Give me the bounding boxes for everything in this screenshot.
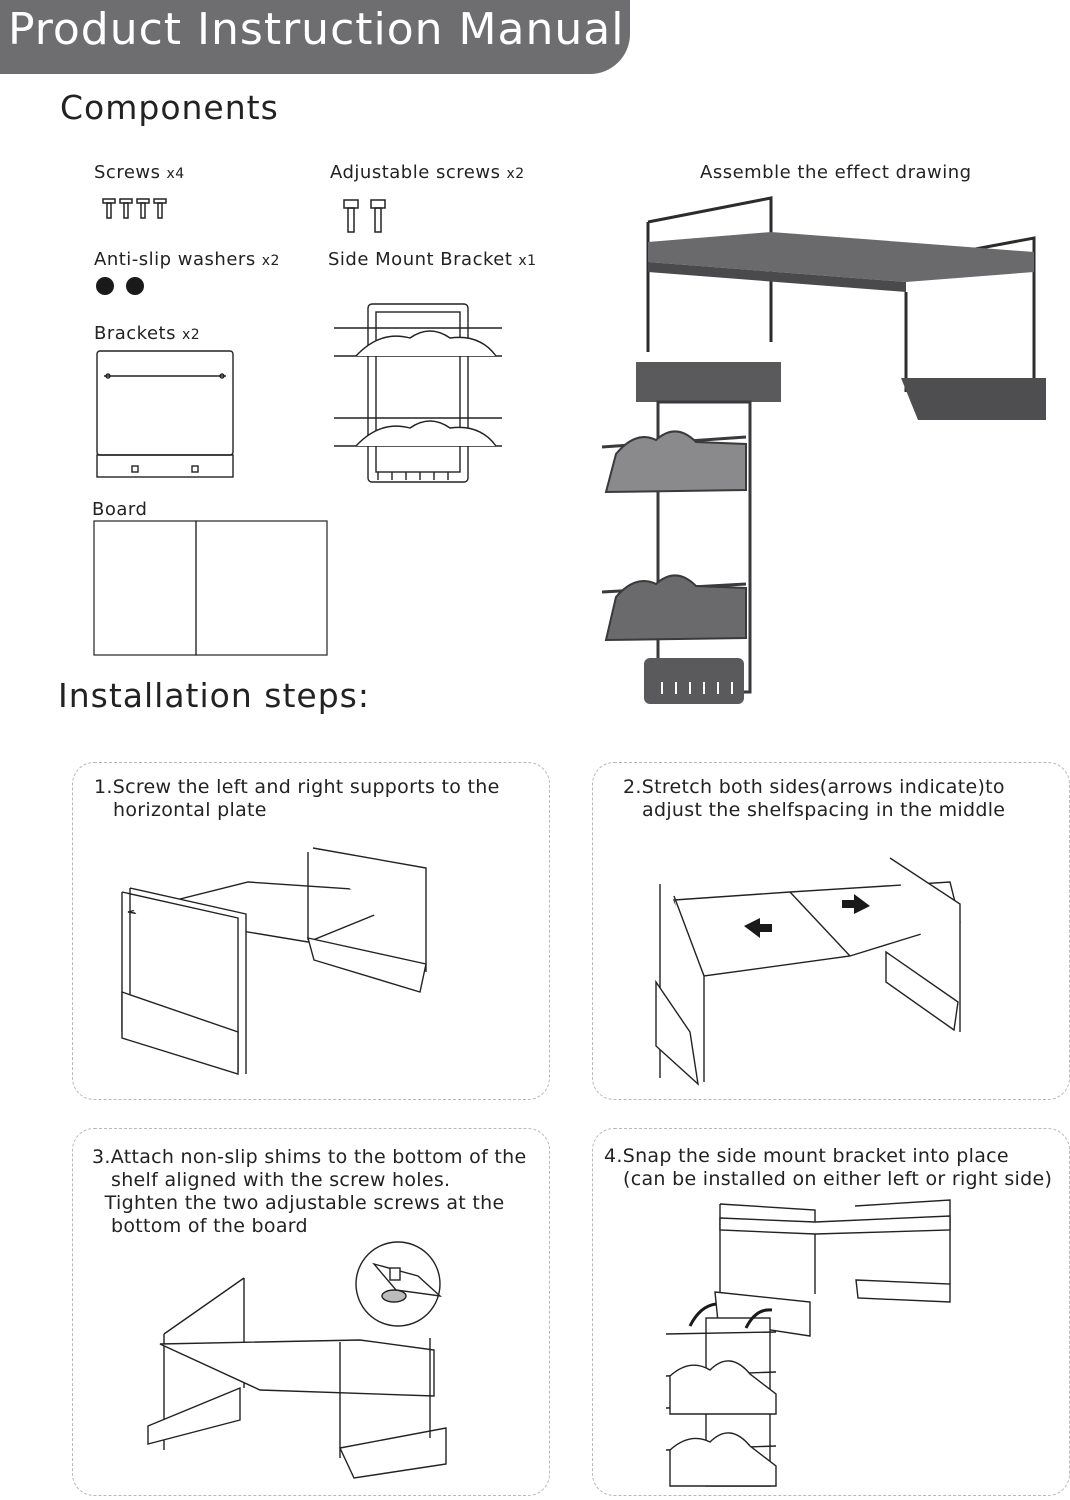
side-bracket-label: Side Mount Bracket x1 bbox=[328, 249, 537, 270]
screws-label: Screws x4 bbox=[94, 162, 185, 183]
step-2-illustration bbox=[650, 852, 980, 1092]
adjustable-screws-icon bbox=[342, 198, 392, 236]
step-3-illustration bbox=[140, 1238, 460, 1488]
brackets-label: Brackets x2 bbox=[94, 323, 201, 344]
board-drawing bbox=[93, 520, 329, 658]
washers-icon bbox=[95, 276, 155, 298]
step-4-text: 4.Snap the side mount bracket into place (can be installed on either left or right side) bbox=[604, 1145, 1053, 1190]
components-heading: Components bbox=[60, 88, 279, 127]
step-4-illustration bbox=[660, 1198, 960, 1498]
brackets-drawing bbox=[96, 350, 236, 480]
header-banner bbox=[0, 0, 630, 74]
assembled-shelf-image bbox=[596, 192, 1056, 712]
step-3-text: 3.Attach non-slip shims to the bottom of the shelf aligned with the screw holes. Tighten the two adjustable screws at the bottom of the board bbox=[92, 1146, 527, 1237]
step-2-text: 2.Stretch both sides(arrows indicate)to adjust the shelfspacing in the middle bbox=[623, 776, 1006, 821]
washers-label: Anti-slip washers x2 bbox=[94, 249, 280, 270]
side-bracket-drawing bbox=[330, 300, 510, 490]
screws-icon bbox=[102, 198, 172, 222]
effect-caption: Assemble the effect drawing bbox=[700, 162, 972, 183]
adjustable-screws-label: Adjustable screws x2 bbox=[330, 162, 525, 183]
installation-heading: Installation steps: bbox=[58, 676, 370, 715]
page-title: Product Instruction Manual bbox=[8, 4, 625, 55]
step-1-text: 1.Screw the left and right supports to the horizontal plate bbox=[94, 776, 500, 821]
board-label: Board bbox=[92, 499, 148, 520]
step-1-illustration bbox=[108, 842, 438, 1082]
